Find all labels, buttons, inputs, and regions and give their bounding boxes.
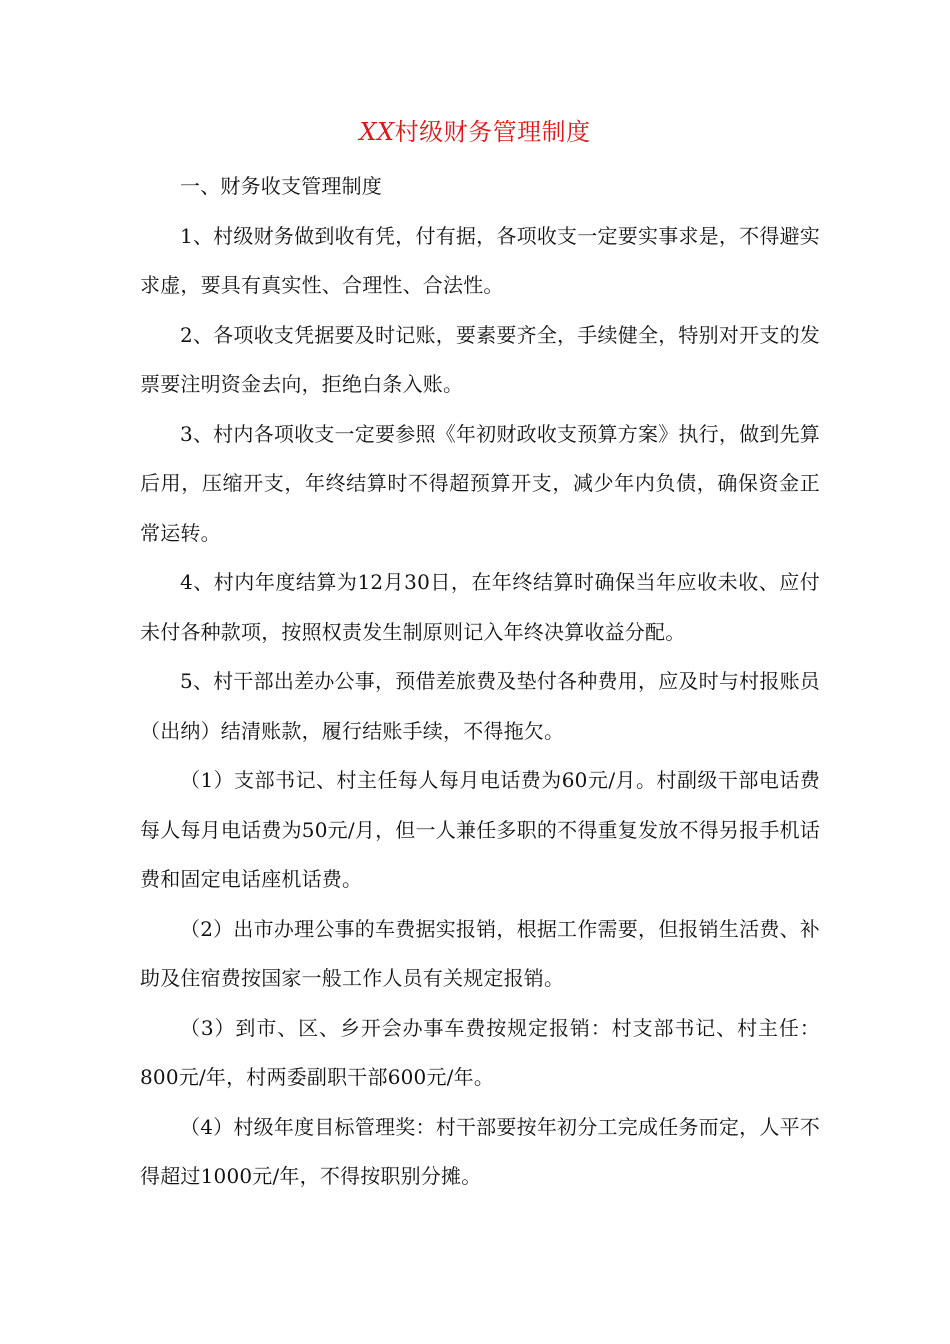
section-heading: 一、财务收支管理制度 — [180, 174, 382, 198]
paragraph-3: 3、村内各项收支一定要参照《年初财政收支预算方案》执行，做到先算后用，压缩开支，年终结算时不得超预算开支，减少年内负债，确保资金正常运转。 — [140, 421, 820, 545]
paragraph-5-1: （1）支部书记、村主任每人每月电话费为60元/月。村副级干部电话费每人每月电话费为50元/月，但一人兼任多职的不得重复发放不得另报手机话费和固定电话座机话费。 — [140, 768, 820, 891]
document-title — [0, 114, 950, 150]
document-title-prefix: XX — [359, 118, 395, 146]
document-body — [140, 162, 820, 1202]
paragraph-5-2: （2）出市办理公事的车费据实报销，根据工作需要，但报销生活费、补助及住宿费按国家一般工作人员有关规定报销。 — [140, 916, 820, 990]
document-title-main: 村级财务管理制度 — [394, 118, 591, 146]
paragraph-5-3: （3）到市、区、乡开会办事车费按规定报销：村支部书记、村主任：800元/年，村两委副职干部600元/年。 — [140, 1015, 820, 1089]
paragraph-5-4: （4）村级年度目标管理奖：村干部要按年初分工完成任务而定，人平不得超过1000元/年，不得按职别分摊。 — [140, 1114, 820, 1188]
paragraph-1: 1、村级财务做到收有凭，付有据，各项收支一定要实事求是，不得避实求虚，要具有真实性、合理性、合法性。 — [140, 223, 820, 297]
paragraph-2: 2、各项收支凭据要及时记账，要素要齐全，手续健全，特别对开支的发票要注明资金去向，拒绝白条入账。 — [140, 322, 820, 396]
paragraph-5: 5、村干部出差办公事，预借差旅费及垫付各种费用，应及时与村报账员（出纳）结清账款，履行结账手续，不得拖欠。 — [140, 669, 820, 743]
paragraph-4: 4、村内年度结算为12月30日，在年终结算时确保当年应收未收、应付未付各种款项，按照权责发生制原则记入年终决算收益分配。 — [140, 570, 820, 644]
